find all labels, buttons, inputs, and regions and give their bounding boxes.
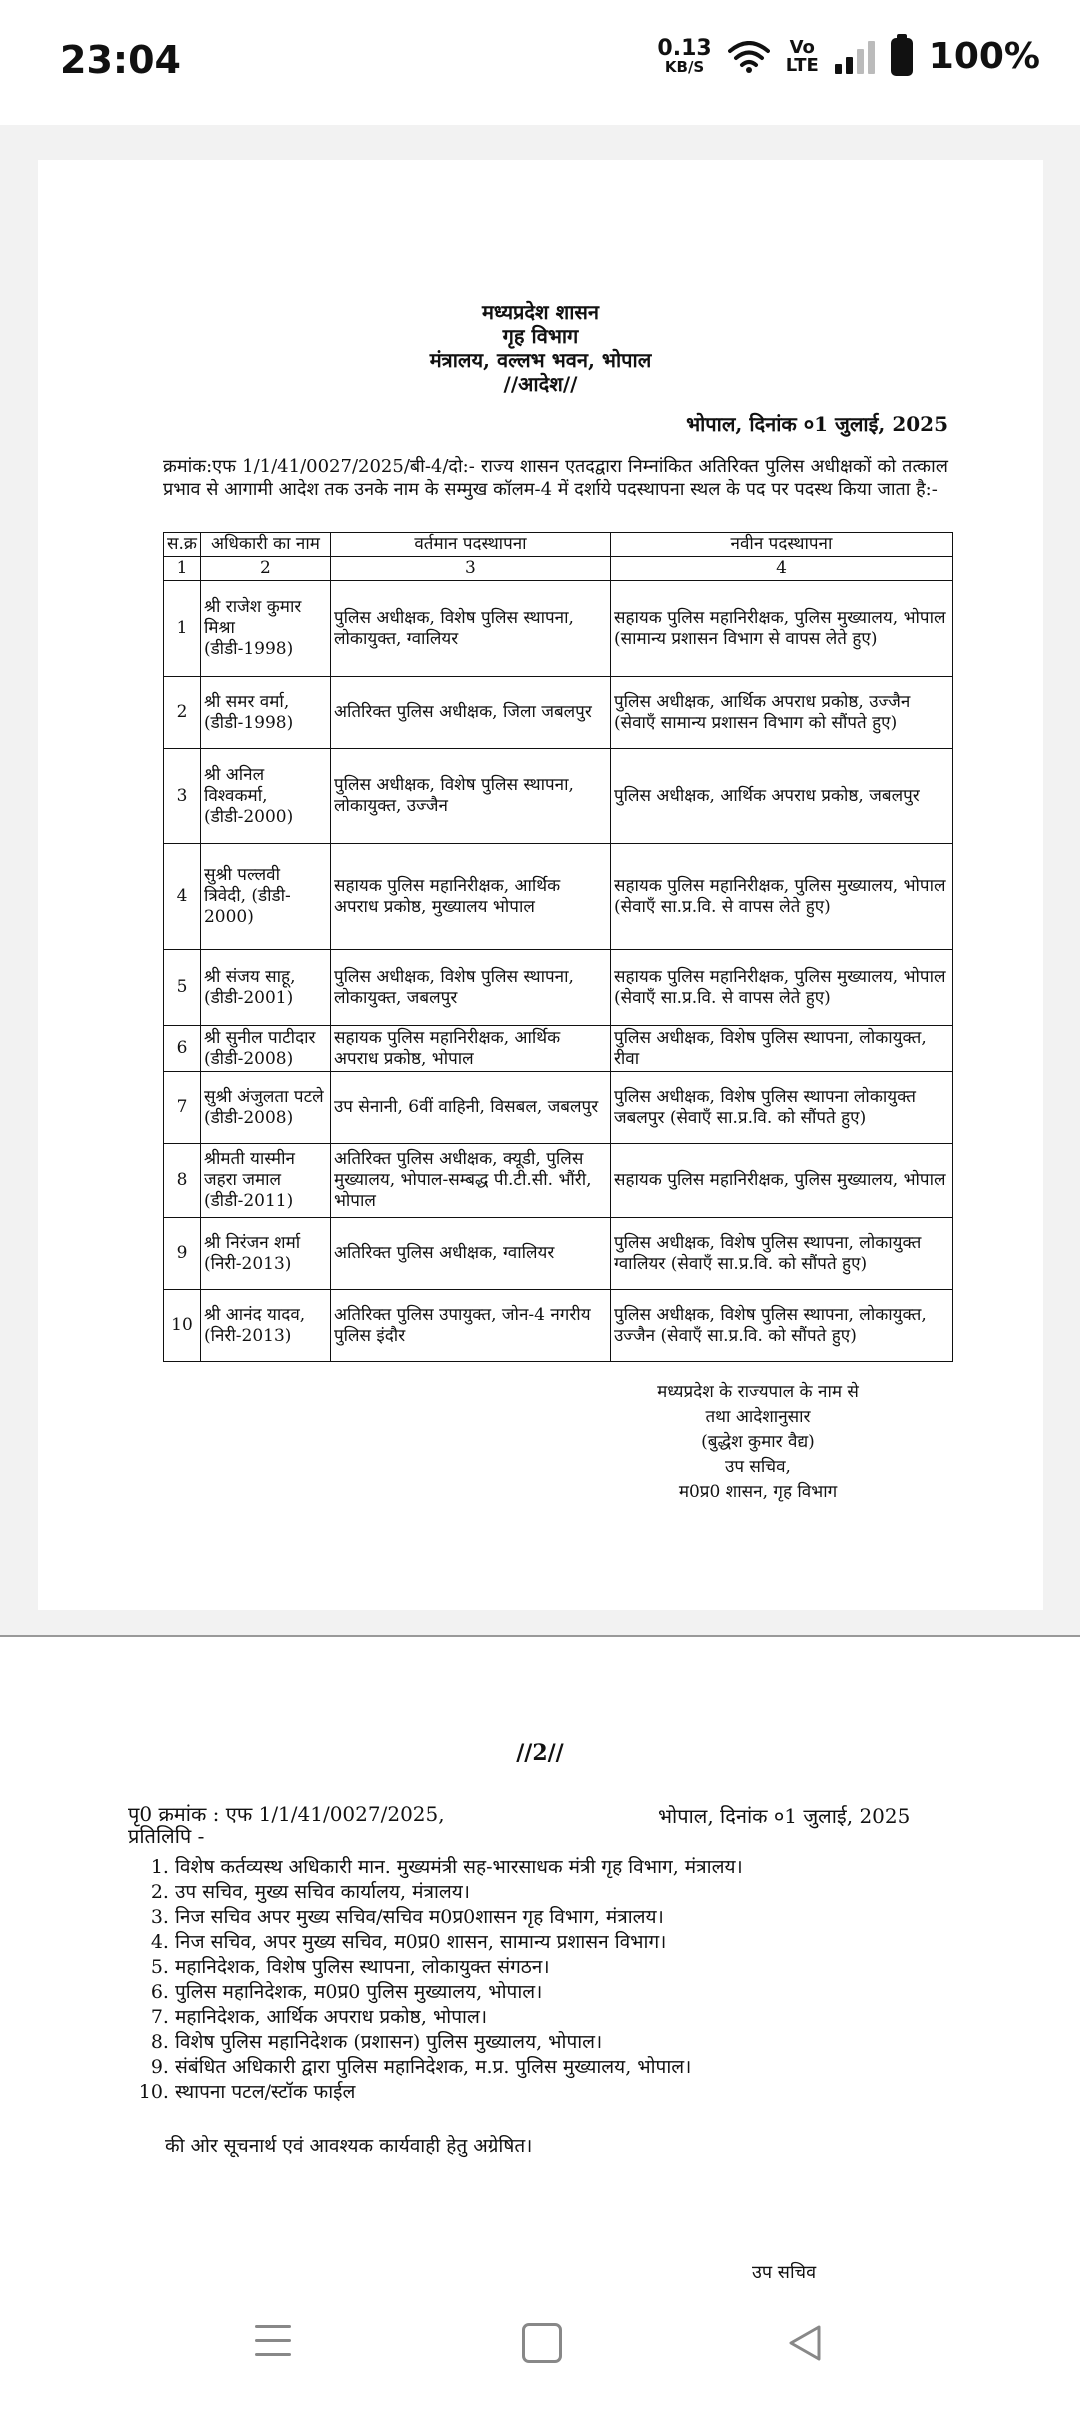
- list-item: 2. उप सचिव, मुख्य सचिव कार्यालय, मंत्रालय।: [175, 1880, 955, 1905]
- col-number: 3: [330, 557, 610, 581]
- row-new-post: पुलिस अधीक्षक, विशेष पुलिस स्थापना, लोकायुक्त, रीवा: [610, 1026, 952, 1072]
- row-officer-name: श्री राजेश कुमार मिश्रा (डीडी-1998): [200, 581, 330, 677]
- signature-line: मध्यप्रदेश के राज्यपाल के नाम से: [657, 1382, 859, 1402]
- row-officer-name: श्री समर वर्मा, (डीडी-1998): [200, 677, 330, 749]
- row-serial: 8: [164, 1144, 201, 1218]
- row-officer-name: सुश्री अंजुलता पटले (डीडी-2008): [200, 1072, 330, 1144]
- header-line-3: मंत्रालय, वल्लभ भवन, भोपाल: [429, 348, 652, 372]
- row-serial: 4: [164, 844, 201, 950]
- back-icon[interactable]: [787, 2323, 823, 2363]
- col-number: 1: [164, 557, 201, 581]
- order-intro: क्रमांक:एफ 1/1/41/0027/2025/बी-4/दो:- राज्य शासन एतदद्वारा निम्नांकित अतिरिक्त पुलिस अधीक्षकों को तत्काल प्रभाव से आगामी आदेश तक उनके नाम के सम्मुख कॉलम-4 में दर्शाये पदस्थापना स्थल के पद पर पदस्थ किया जाता है:-: [163, 456, 948, 500]
- row-new-post: पुलिस अधीक्षक, विशेष पुलिस स्थापना, लोकायुक्त ग्वालियर (सेवाएँ सा.प्र.वि. को सौंपते हुए): [610, 1218, 952, 1290]
- row-new-post: सहायक पुलिस महानिरीक्षक, पुलिस मुख्यालय, भोपाल (सेवाएँ सा.प्र.वि. से वापस लेते हुए): [610, 844, 952, 950]
- list-item: 5. महानिदेशक, विशेष पुलिस स्थापना, लोकायुक्त संगठन।: [175, 1955, 955, 1980]
- list-item: 6. पुलिस महानिदेशक, म0प्र0 पुलिस मुख्यालय, भोपाल।: [175, 1980, 955, 2005]
- row-new-post: पुलिस अधीक्षक, विशेष पुलिस स्थापना, लोकायुक्त, उज्जैन (सेवाएँ सा.प्र.वि. को सौंपते हुए): [610, 1290, 952, 1362]
- row-current-post: सहायक पुलिस महानिरीक्षक, आर्थिक अपराध प्रकोष्ठ, मुख्यालय भोपाल: [330, 844, 610, 950]
- navigation-bar: [0, 2285, 1080, 2412]
- home-icon[interactable]: [522, 2323, 562, 2363]
- row-new-post: सहायक पुलिस महानिरीक्षक, पुलिस मुख्यालय, भोपाल (सेवाएँ सा.प्र.वि. से वापस लेते हुए): [610, 950, 952, 1026]
- network-speed-value: 0.13: [657, 36, 712, 61]
- list-item: 3. निज सचिव अपर मुख्य सचिव/सचिव म0प्र0शासन गृह विभाग, मंत्रालय।: [175, 1905, 955, 1930]
- row-serial: 7: [164, 1072, 201, 1144]
- list-item: 8. विशेष पुलिस महानिदेशक (प्रशासन) पुलिस मुख्यालय, भोपाल।: [175, 2030, 955, 2055]
- battery-icon: [891, 38, 913, 76]
- row-officer-name: श्री आनंद यादव, (निरी-2013): [200, 1290, 330, 1362]
- header-line-2: गृह विभाग: [502, 324, 579, 348]
- status-indicators: [657, 36, 1040, 77]
- row-serial: 2: [164, 677, 201, 749]
- table-row: [164, 1144, 953, 1218]
- menu-icon[interactable]: [255, 2325, 291, 2361]
- list-item: 9. संबंधित अधिकारी द्वारा पुलिस महानिदेशक, म.प्र. पुलिस मुख्यालय, भोपाल।: [175, 2055, 955, 2080]
- signature-line: तथा आदेशानुसार: [705, 1407, 811, 1427]
- wifi-icon: [728, 41, 770, 73]
- list-item: 7. महानिदेशक, आर्थिक अपराध प्रकोष्ठ, भोपाल।: [175, 2005, 955, 2030]
- row-serial: 6: [164, 1026, 201, 1072]
- status-time: 23:04: [60, 38, 181, 82]
- col-header-new: नवीन पदस्थापना: [610, 533, 952, 557]
- list-item: 10. स्थापना पटल/स्टॉक फाईल: [175, 2080, 955, 2105]
- page2-sign-title: उप सचिव: [752, 2262, 817, 2283]
- row-serial: 3: [164, 749, 201, 844]
- cc-list: [130, 1855, 955, 2105]
- row-new-post: सहायक पुलिस महानिरीक्षक, पुलिस मुख्यालय, भोपाल (सामान्य प्रशासन विभाग से वापस लेते हुए): [610, 581, 952, 677]
- col-header-name: अधिकारी का नाम: [200, 533, 330, 557]
- row-officer-name: सुश्री पल्लवी त्रिवेदी, (डीडी- 2000): [200, 844, 330, 950]
- row-current-post: पुलिस अधीक्षक, विशेष पुलिस स्थापना, लोकायुक्त, उज्जैन: [330, 749, 610, 844]
- row-current-post: सहायक पुलिस महानिरीक्षक, आर्थिक अपराध प्रकोष्ठ, भोपाल: [330, 1026, 610, 1072]
- row-officer-name: श्री सुनील पाटीदार (डीडी-2008): [200, 1026, 330, 1072]
- transfer-table: [163, 532, 953, 1362]
- header-line-1: मध्यप्रदेश शासन: [481, 300, 600, 324]
- table-row: [164, 844, 953, 950]
- table-row: [164, 677, 953, 749]
- page2-copy-label: प्रतिलिपि -: [128, 1824, 205, 1848]
- row-new-post: पुलिस अधीक्षक, विशेष पुलिस स्थापना लोकायुक्त जबलपुर (सेवाएँ सा.प्र.वि. को सौंपते हुए): [610, 1072, 952, 1144]
- table-row: [164, 1218, 953, 1290]
- row-serial: 9: [164, 1218, 201, 1290]
- row-current-post: उप सेनानी, 6वीं वाहिनी, विसबल, जबलपुर: [330, 1072, 610, 1144]
- row-current-post: अतिरिक्त पुलिस अधीक्षक, ग्वालियर: [330, 1218, 610, 1290]
- table-row: [164, 581, 953, 677]
- row-current-post: अतिरिक्त पुलिस अधीक्षक, जिला जबलपुर: [330, 677, 610, 749]
- order-date: भोपाल, दिनांक ०1 जुलाई, 2025: [686, 412, 948, 436]
- row-current-post: अतिरिक्त पुलिस अधीक्षक, क्यूडी, पुलिस मुख्यालय, भोपाल-सम्बद्ध पी.टी.सी. भौंरी, भोपाल: [330, 1144, 610, 1218]
- volte-top: Vo: [789, 36, 815, 58]
- status-bar: [0, 0, 1080, 125]
- page2-closing: की ओर सूचनार्थ एवं आवश्यक कार्यवाही हेतु अग्रेषित।: [165, 2135, 533, 2157]
- row-serial: 10: [164, 1290, 201, 1362]
- row-new-post: सहायक पुलिस महानिरीक्षक, पुलिस मुख्यालय, भोपाल: [610, 1144, 952, 1218]
- row-serial: 1: [164, 581, 201, 677]
- volte-indicator: [785, 36, 819, 76]
- col-header-current: वर्तमान पदस्थापना: [330, 533, 610, 557]
- list-item: 1. विशेष कर्तव्यस्थ अधिकारी मान. मुख्यमंत्री सह-भारसाधक मंत्री गृह विभाग, मंत्रालय।: [175, 1855, 955, 1880]
- table-row: [164, 1290, 953, 1362]
- battery-percent: 100%: [928, 36, 1040, 77]
- signature-line: म0प्र0 शासन, गृह विभाग: [678, 1482, 838, 1502]
- row-officer-name: श्री अनिल विश्वकर्मा, (डीडी-2000): [200, 749, 330, 844]
- volte-bottom: LTE: [785, 54, 819, 76]
- signature-block: [638, 1380, 878, 1505]
- table-row: [164, 950, 953, 1026]
- row-current-post: अतिरिक्त पुलिस उपायुक्त, जोन-4 नगरीय पुलिस इंदौर: [330, 1290, 610, 1362]
- network-speed: [657, 38, 711, 75]
- table-header-row: [164, 533, 953, 557]
- table-colnum-row: [164, 557, 953, 581]
- table-row: [164, 1072, 953, 1144]
- col-number: 2: [200, 557, 330, 581]
- order-title: //आदेश//: [503, 372, 578, 396]
- row-new-post: पुलिस अधीक्षक, आर्थिक अपराध प्रकोष्ठ, उज्जैन (सेवाएँ सामान्य प्रशासन विभाग को सौंपते हुए): [610, 677, 952, 749]
- signature-line: उप सचिव,: [725, 1457, 791, 1477]
- row-current-post: पुलिस अधीक्षक, विशेष पुलिस स्थापना, लोकायुक्त, जबलपुर: [330, 950, 610, 1026]
- col-number: 4: [610, 557, 952, 581]
- signal-icon: [835, 40, 875, 74]
- page2-date: भोपाल, दिनांक ०1 जुलाई, 2025: [658, 1804, 911, 1828]
- list-item: 4. निज सचिव, अपर मुख्य सचिव, म0प्र0 शासन, सामान्य प्रशासन विभाग।: [175, 1930, 955, 1955]
- document-page-1: [38, 160, 1043, 1610]
- table-row: [164, 1026, 953, 1072]
- row-officer-name: श्री संजय साहू, (डीडी-2001): [200, 950, 330, 1026]
- row-officer-name: श्रीमती यास्मीन जहरा जमाल (डीडी-2011): [200, 1144, 330, 1218]
- row-current-post: पुलिस अधीक्षक, विशेष पुलिस स्थापना, लोकायुक्त, ग्वालियर: [330, 581, 610, 677]
- network-speed-unit: KB/S: [664, 58, 705, 76]
- row-new-post: पुलिस अधीक्षक, आर्थिक अपराध प्रकोष्ठ, जबलपुर: [610, 749, 952, 844]
- row-officer-name: श्री निरंजन शर्मा (निरी-2013): [200, 1218, 330, 1290]
- table-row: [164, 749, 953, 844]
- row-serial: 5: [164, 950, 201, 1026]
- page2-reference: पृ0 क्रमांक : एफ 1/1/41/0027/2025,: [128, 1802, 445, 1826]
- col-header-serial: स.क्र: [164, 533, 201, 557]
- signature-line: (बुद्धेश कुमार वैद्य): [701, 1432, 815, 1452]
- page2-title: //2//: [516, 1740, 564, 1766]
